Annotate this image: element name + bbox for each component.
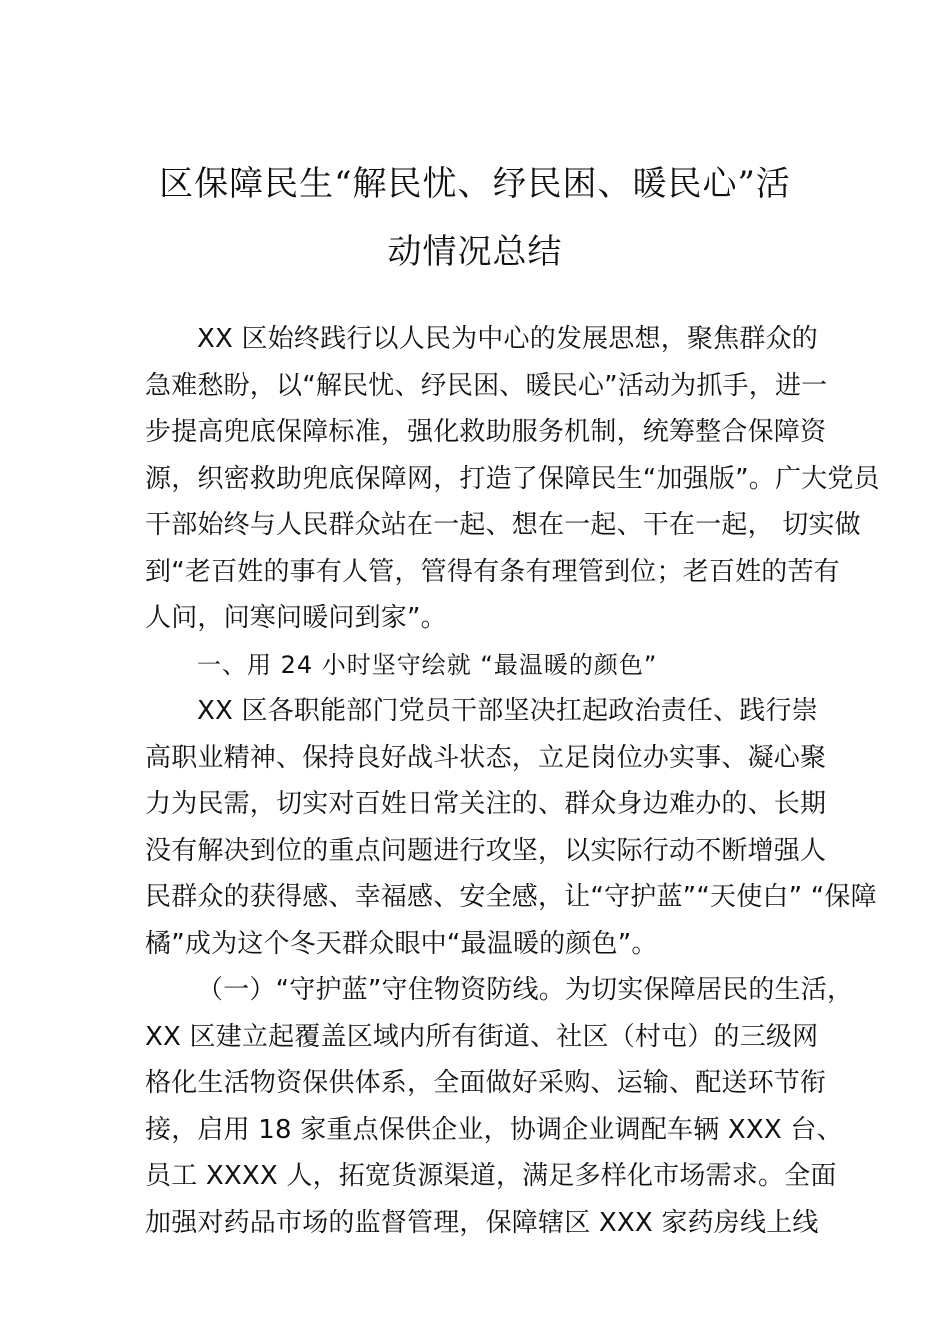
paragraph-line: 民群众的获得感、幸福感、安全感，让“守护蓝”“天使白” “保障 xyxy=(145,882,877,912)
paragraph-line: 到“老百姓的事有人管，管得有条有理管到位；老百姓的苦有 xyxy=(145,556,840,587)
paragraph-line: 加强对药品市场的监督管理，保障辖区 XXX 家药房线上线 xyxy=(145,1207,819,1238)
paragraph-line: 干部始终与人民群众站在一起、想在一起、干在一起， 切实做 xyxy=(145,510,861,540)
paragraph-line: 橘”成为这个冬天群众眼中“最温暖的颜色”。 xyxy=(145,928,658,959)
paragraph-line: 接，启用 18 家重点保供企业，协调企业调配车辆 XXX 台、 xyxy=(145,1114,843,1145)
section-heading-text: 一、用 24 小时坚守绘就 “最温暖的颜色” xyxy=(197,650,658,679)
document-title xyxy=(120,150,830,286)
paragraph-section-one xyxy=(145,688,877,967)
paragraph-line: 步提高兜底保障标准，强化救助服务机制，统筹整合保障资 xyxy=(145,417,827,447)
paragraph-line: XX 区各职能部门党员干部坚决扛起政治责任、践行崇 xyxy=(197,696,818,726)
paragraph-guard-blue xyxy=(145,967,854,1246)
paragraph-line: 高职业精神、保持良好战斗状态，立足岗位办实事、凝心聚 xyxy=(145,742,827,773)
title-line: 动情况总结 xyxy=(387,232,563,272)
paragraph-intro xyxy=(145,316,880,642)
paragraph-line: 人问，问寒问暖问到家”。 xyxy=(145,603,447,633)
paragraph-line: XX 区始终践行以人民为中心的发展思想，聚焦群众的 xyxy=(197,324,818,354)
paragraph-line: 源，织密救助兜底保障网，打造了保障民生“加强版”。广大党员 xyxy=(145,463,880,494)
document-body xyxy=(145,316,880,1246)
paragraph-line: 急难愁盼，以“解民忧、纾民困、暖民心”活动为抓手，进一 xyxy=(145,370,828,401)
paragraph-line: （一）“守护蓝”守住物资防线。为切实保障居民的生活， xyxy=(197,975,854,1005)
section-heading xyxy=(145,642,815,689)
paragraph-line: 格化生活物资保供体系，全面做好采购、运输、配送环节衔 xyxy=(145,1068,827,1098)
paragraph-line: 员工 XXXX 人，拓宽货源渠道，满足多样化市场需求。全面 xyxy=(145,1161,837,1191)
paragraph-line: 没有解决到位的重点问题进行攻坚，以实际行动不断增强人 xyxy=(145,835,827,866)
title-line: 区保障民生“解民忧、纾民困、暖民心”活 xyxy=(159,164,791,204)
paragraph-line: 力为民需，切实对百姓日常关注的、群众身边难办的、长期 xyxy=(145,789,827,819)
paragraph-line: XX 区建立起覆盖区域内所有街道、社区（村屯）的三级网 xyxy=(145,1021,819,1052)
